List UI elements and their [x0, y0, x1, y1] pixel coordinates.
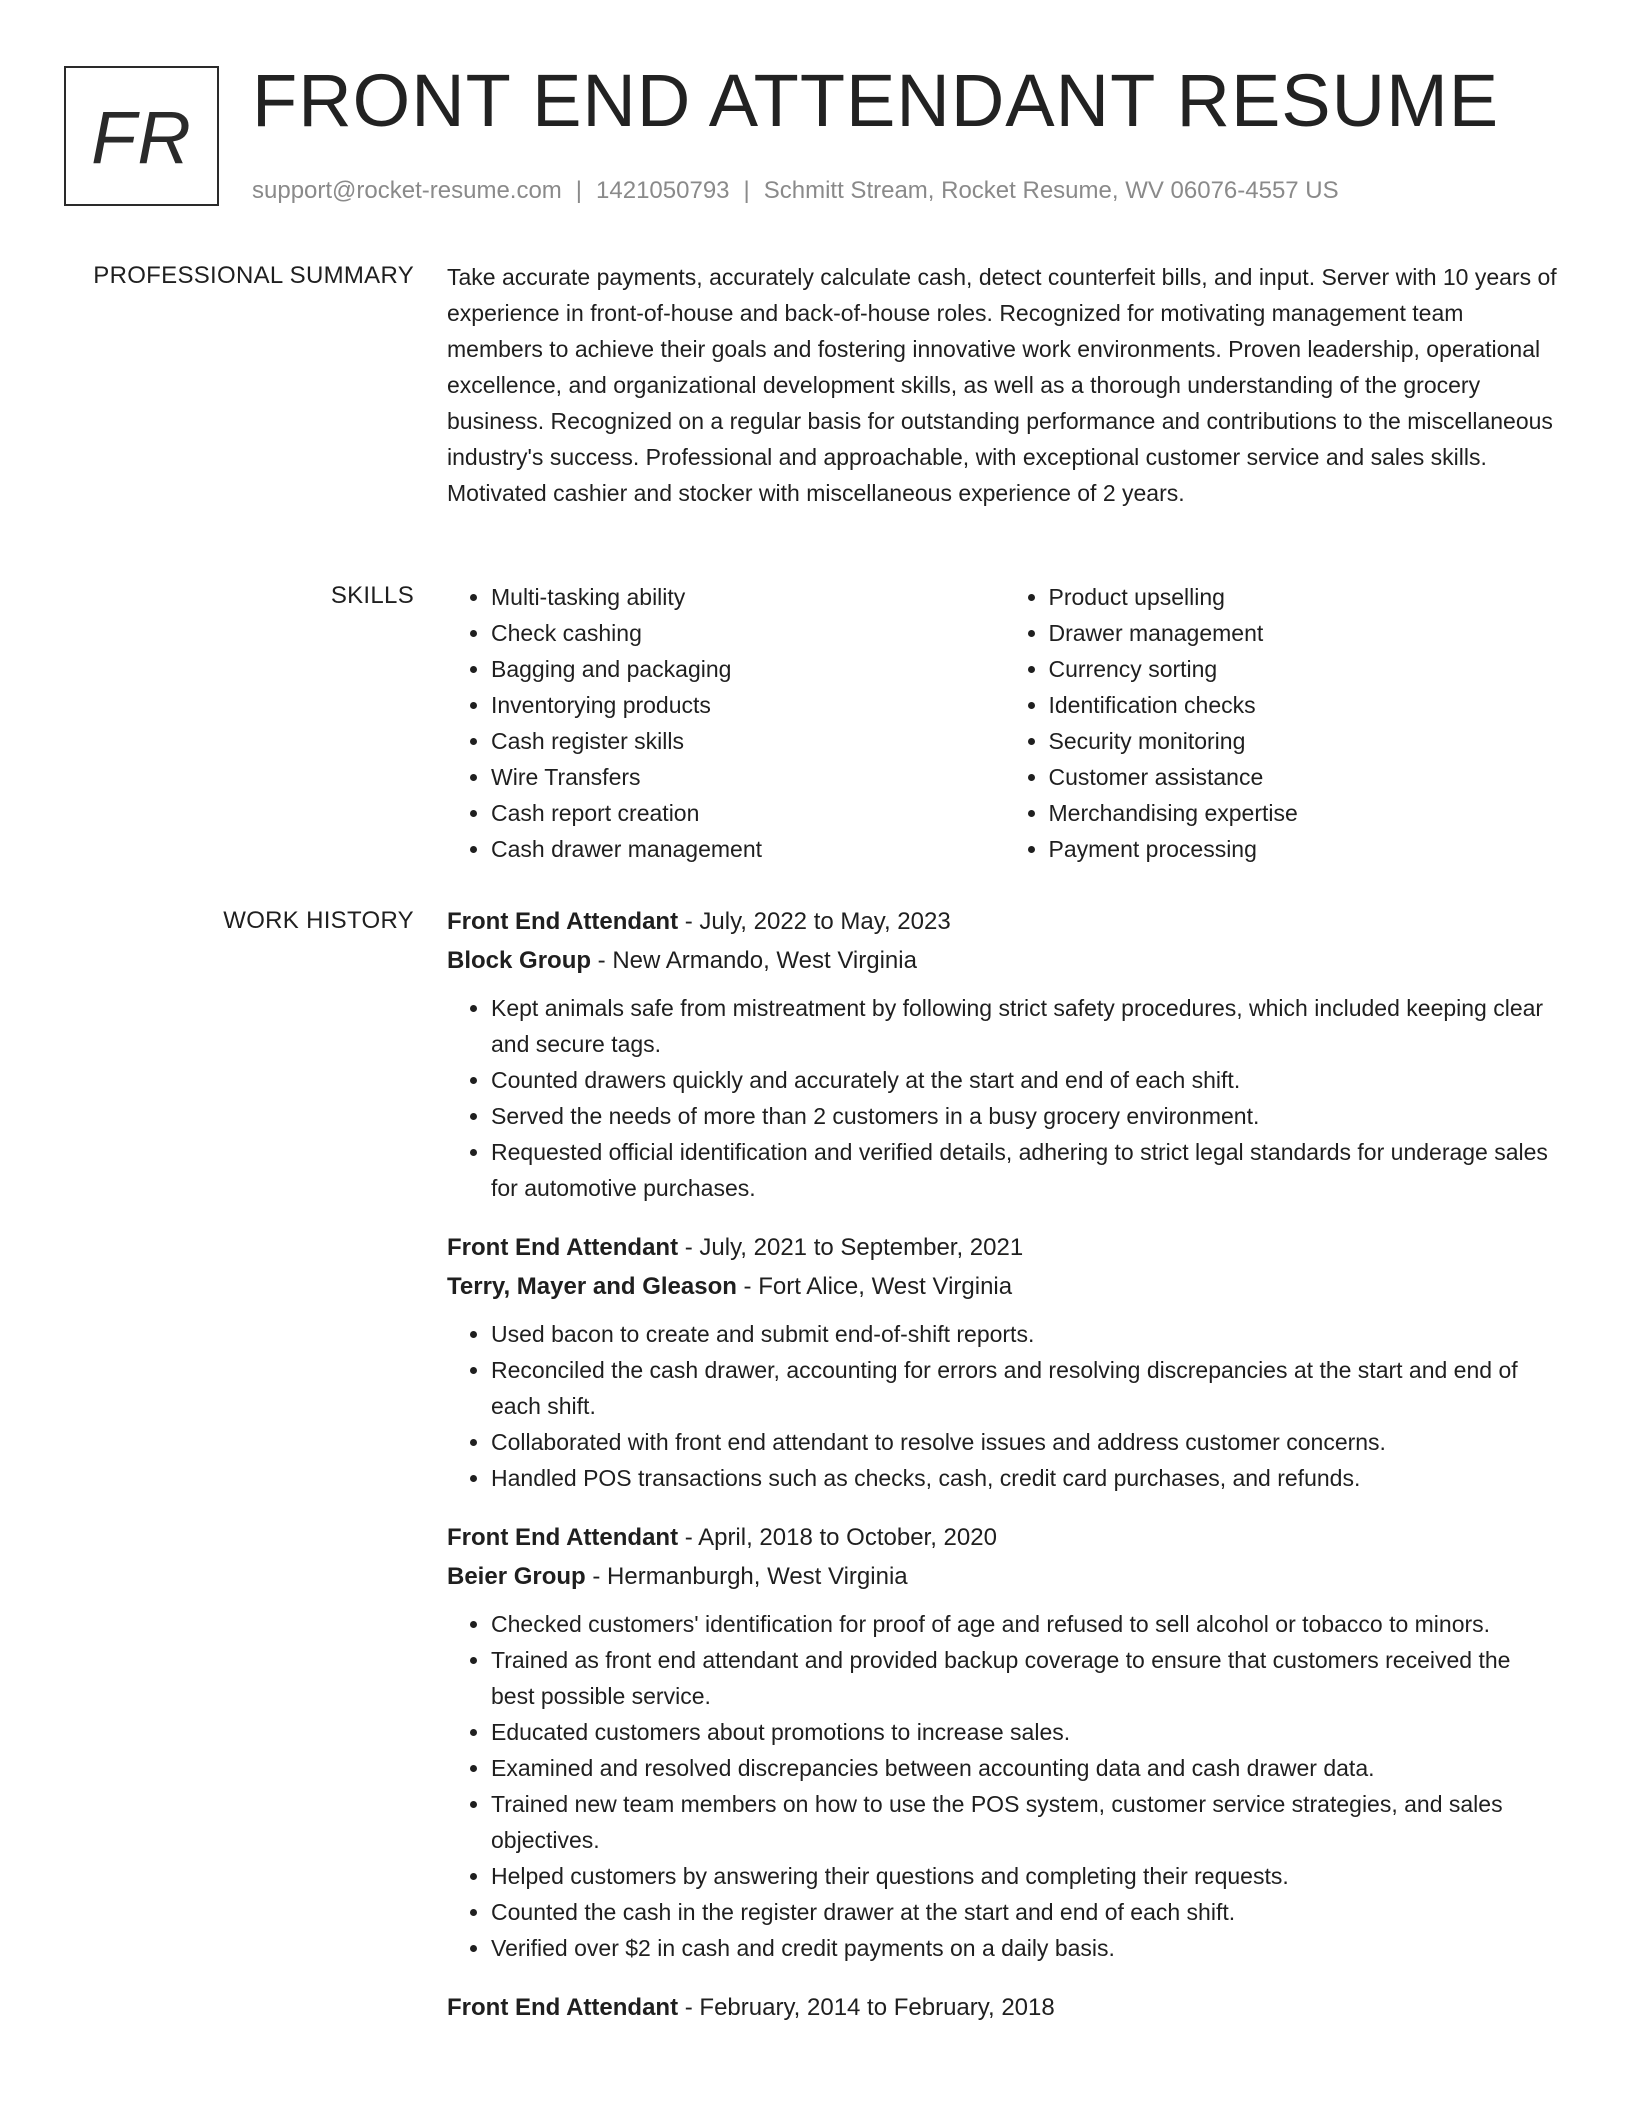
skill-item: • Currency sorting [1049, 651, 1563, 687]
job-bullet: • Counted drawers quickly and accurately at the start and end of each shift. [491, 1062, 1562, 1098]
skill-item: • Drawer management [1049, 615, 1563, 651]
job-location: - Fort Alice, West Virginia [736, 1273, 1013, 1300]
job-bullet: • Trained as front end attendant and provided backup coverage to ensure that customers received the best possible service. [491, 1642, 1562, 1714]
skill-item: • Cash register skills [491, 723, 1005, 759]
work-history-body [447, 902, 1562, 2049]
job-bullet: • Trained new team members on how to use the POS system, customer service strategies, and sales objectives. [491, 1786, 1562, 1858]
job-bullet: • Verified over $2 in cash and credit payments on a daily basis. [491, 1930, 1562, 1966]
job-title-line [447, 1988, 1562, 2027]
job-bullet: • Requested official identification and verified details, adhering to strict legal standards for underage sales for automotive purchases. [491, 1134, 1562, 1206]
job-bullet-list [447, 1316, 1562, 1496]
job-company-line [447, 941, 1562, 980]
job-title: Front End Attendant [447, 1234, 679, 1261]
job-location: - Hermanburgh, West Virginia [585, 1563, 908, 1590]
job-title: Front End Attendant [447, 1994, 679, 2021]
job-bullet: • Counted the cash in the register drawer at the start and end of each shift. [491, 1894, 1562, 1930]
job-dates: - July, 2021 to September, 2021 [678, 1234, 1024, 1261]
job-bullet-list [447, 1606, 1562, 1966]
skill-item: • Wire Transfers [491, 759, 1005, 795]
job-entry [447, 902, 1562, 1206]
job-bullet: • Educated customers about promotions to increase sales. [491, 1714, 1562, 1750]
job-bullet: • Kept animals safe from mistreatment by following strict safety procedures, which included keeping clear and secure tags. [491, 990, 1562, 1062]
resume-title: FRONT END ATTENDANT RESUME [252, 59, 1500, 142]
job-entry [447, 1988, 1562, 2027]
contact-email: support@rocket-resume.com [252, 177, 562, 204]
job-title: Front End Attendant [447, 1524, 679, 1551]
skills-list-right [1005, 579, 1563, 867]
job-company: Beier Group [447, 1563, 586, 1590]
skills-body [447, 579, 1562, 867]
job-location: - New Armando, West Virginia [591, 947, 917, 974]
contact-address: Schmitt Stream, Rocket Resume, WV 06076-4557 US [763, 177, 1339, 204]
contact-line [252, 174, 1339, 208]
job-bullet: • Served the needs of more than 2 customers in a busy grocery environment. [491, 1098, 1562, 1134]
summary-text: Take accurate payments, accurately calculate cash, detect counterfeit bills, and input. Server with 10 years of experience in front-of-house and back-of-house roles. Recognized for motivating management team members to achieve their goals and fostering innovative work environments. Proven leadership, operational excellence, and organizational development skills, as well as a thorough understanding of the grocery business. Recognized on a regular basis for outstanding performance and contributions to the miscellaneous industry's success. Professional and approachable, with exceptional customer service and sales skills. Motivated cashier and stocker with miscellaneous experience of 2 years. [447, 264, 1557, 506]
job-bullet-list [447, 990, 1562, 1206]
contact-separator: | [743, 177, 750, 204]
job-company: Terry, Mayer and Gleason [447, 1273, 737, 1300]
section-heading-skills: SKILLS [330, 582, 414, 609]
job-bullet: • Examined and resolved discrepancies between accounting data and cash drawer data. [491, 1750, 1562, 1786]
skill-item: • Security monitoring [1049, 723, 1563, 759]
job-entry [447, 1228, 1562, 1496]
skill-item: • Customer assistance [1049, 759, 1563, 795]
job-bullet: • Collaborated with front end attendant to resolve issues and address customer concerns. [491, 1424, 1562, 1460]
monogram-box [64, 66, 219, 206]
job-dates: - February, 2014 to February, 2018 [678, 1994, 1055, 2021]
job-company-line [447, 1267, 1562, 1306]
contact-separator: | [575, 177, 583, 204]
skills-list-left [447, 579, 1005, 867]
contact-phone: 1421050793 [596, 177, 730, 204]
job-bullet: • Checked customers' identification for proof of age and refused to sell alcohol or tobacco to minors. [491, 1606, 1562, 1642]
job-entry [447, 1518, 1562, 1966]
job-company: Block Group [447, 947, 592, 974]
monogram-initials: FR [91, 96, 192, 179]
skill-item: • Multi-tasking ability [491, 579, 1005, 615]
skill-item: • Payment processing [1049, 831, 1563, 867]
section-heading-work-history: WORK HISTORY [223, 907, 414, 934]
skill-item: • Cash report creation [491, 795, 1005, 831]
skill-item: • Merchandising expertise [1049, 795, 1563, 831]
summary-body [447, 259, 1562, 511]
job-title-line [447, 902, 1562, 941]
job-dates: - July, 2022 to May, 2023 [678, 908, 951, 935]
skill-item: • Inventorying products [491, 687, 1005, 723]
job-bullet: • Reconciled the cash drawer, accounting for errors and resolving discrepancies at the start and end of each shift. [491, 1352, 1562, 1424]
job-bullet: • Helped customers by answering their questions and completing their requests. [491, 1858, 1562, 1894]
job-title: Front End Attendant [447, 908, 679, 935]
skill-item: • Cash drawer management [491, 831, 1005, 867]
job-company-line [447, 1557, 1562, 1596]
skill-item: • Identification checks [1049, 687, 1563, 723]
job-dates: - April, 2018 to October, 2020 [678, 1524, 997, 1551]
job-title-line [447, 1228, 1562, 1267]
job-bullet: • Used bacon to create and submit end-of-shift reports. [491, 1316, 1562, 1352]
job-title-line [447, 1518, 1562, 1557]
skill-item: • Bagging and packaging [491, 651, 1005, 687]
job-bullet: • Handled POS transactions such as checks, cash, credit card purchases, and refunds. [491, 1460, 1562, 1496]
section-heading-summary: PROFESSIONAL SUMMARY [93, 262, 414, 289]
skill-item: • Check cashing [491, 615, 1005, 651]
skill-item: • Product upselling [1049, 579, 1563, 615]
